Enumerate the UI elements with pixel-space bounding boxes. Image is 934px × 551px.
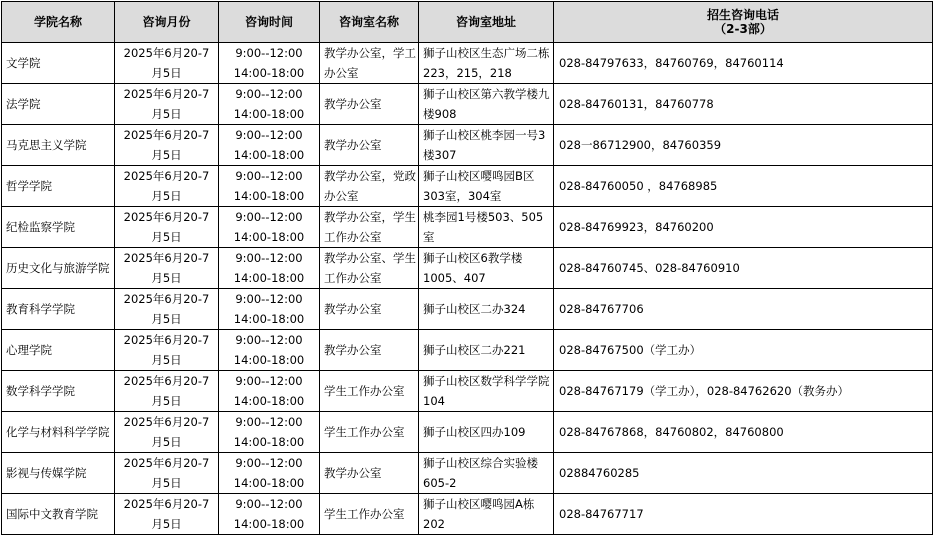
consult-month-cell-line-1: 2025年6月20-7 <box>123 87 210 101</box>
consult-month-cell-line-2: 月5日 <box>151 271 182 285</box>
consult-time-cell-line-2: 14:00-18:00 <box>233 189 305 203</box>
consult-time-cell-line-2: 14:00-18:00 <box>233 107 305 121</box>
header-time: 咨询时间 <box>219 2 320 43</box>
consult-month-cell-line-2: 月5日 <box>151 148 182 162</box>
phone-cell: 028-84760131，84760778 <box>554 84 933 125</box>
consult-month-cell <box>115 330 219 371</box>
phone-cell: 028-84760745、028-84760910 <box>554 248 933 289</box>
consult-time-cell <box>219 207 320 248</box>
office-address-cell: 狮子山校区二办324 <box>419 289 554 330</box>
consult-time-cell <box>219 125 320 166</box>
consult-time-cell-line-2: 14:00-18:00 <box>233 476 305 490</box>
college-name-cell: 化学与材料科学学院 <box>2 412 115 453</box>
consult-time-cell-line-1: 9:00--12:00 <box>235 87 303 101</box>
college-name-cell: 教育科学学院 <box>2 289 115 330</box>
consult-time-cell-line-1: 9:00--12:00 <box>235 456 303 470</box>
table-row <box>2 494 933 535</box>
office-address-cell: 桃李园1号楼503、505室 <box>419 207 554 248</box>
phone-cell: 028-84767717 <box>554 494 933 535</box>
table-row <box>2 453 933 494</box>
college-name-cell: 纪检监察学院 <box>2 207 115 248</box>
consult-time-cell-line-1: 9:00--12:00 <box>235 292 303 306</box>
phone-cell: 028-84767706 <box>554 289 933 330</box>
phone-cell: 028-84767179（学工办），028-84762620（教务办） <box>554 371 933 412</box>
consult-month-cell-line-2: 月5日 <box>151 312 182 326</box>
phone-cell: 028-84797633，84760769，84760114 <box>554 43 933 84</box>
consult-month-cell-line-2: 月5日 <box>151 394 182 408</box>
office-address-cell: 狮子山校区综合实验楼605-2 <box>419 453 554 494</box>
table-row <box>2 43 933 84</box>
consult-month-cell <box>115 84 219 125</box>
table-row <box>2 289 933 330</box>
table-row <box>2 330 933 371</box>
header-college: 学院名称 <box>2 2 115 43</box>
office-address-cell: 狮子山校区嘤鸣园B区303室，304室 <box>419 166 554 207</box>
consult-month-cell <box>115 371 219 412</box>
consult-time-cell-line-2: 14:00-18:00 <box>233 66 305 80</box>
office-address-cell: 狮子山校区6教学楼1005、407 <box>419 248 554 289</box>
consult-month-cell-line-2: 月5日 <box>151 353 182 367</box>
phone-cell: 02884760285 <box>554 453 933 494</box>
consult-time-cell <box>219 412 320 453</box>
consult-time-cell-line-2: 14:00-18:00 <box>233 312 305 326</box>
office-name-cell: 教学办公室 <box>320 453 419 494</box>
college-name-cell: 历史文化与旅游学院 <box>2 248 115 289</box>
consult-time-cell <box>219 453 320 494</box>
consult-month-cell <box>115 125 219 166</box>
college-name-cell: 数学科学学院 <box>2 371 115 412</box>
consult-month-cell-line-1: 2025年6月20-7 <box>123 456 210 470</box>
consult-month-cell <box>115 248 219 289</box>
consult-time-cell <box>219 84 320 125</box>
consult-time-cell-line-1: 9:00--12:00 <box>235 374 303 388</box>
consult-month-cell-line-2: 月5日 <box>151 189 182 203</box>
consult-month-cell-line-2: 月5日 <box>151 107 182 121</box>
header-phone-subtitle: （2-3部） <box>714 22 772 36</box>
consult-time-cell-line-1: 9:00--12:00 <box>235 251 303 265</box>
consult-month-cell-line-1: 2025年6月20-7 <box>123 292 210 306</box>
header-phone <box>554 2 933 43</box>
consult-time-cell-line-1: 9:00--12:00 <box>235 210 303 224</box>
consult-time-cell-line-1: 9:00--12:00 <box>235 497 303 511</box>
consult-time-cell <box>219 43 320 84</box>
table-row <box>2 371 933 412</box>
table-row <box>2 166 933 207</box>
office-address-cell: 狮子山校区桃李园一号3楼307 <box>419 125 554 166</box>
consult-time-cell-line-2: 14:00-18:00 <box>233 271 305 285</box>
consult-month-cell-line-1: 2025年6月20-7 <box>123 374 210 388</box>
consult-month-cell-line-2: 月5日 <box>151 66 182 80</box>
phone-cell: 028-84767500（学工办） <box>554 330 933 371</box>
consult-month-cell-line-2: 月5日 <box>151 230 182 244</box>
consult-time-cell <box>219 166 320 207</box>
consult-time-cell-line-2: 14:00-18:00 <box>233 394 305 408</box>
consult-month-cell-line-1: 2025年6月20-7 <box>123 333 210 347</box>
table-row <box>2 207 933 248</box>
college-name-cell: 法学院 <box>2 84 115 125</box>
office-name-cell: 教学办公室 <box>320 330 419 371</box>
office-address-cell: 狮子山校区嘤鸣园A栋202 <box>419 494 554 535</box>
college-name-cell: 心理学院 <box>2 330 115 371</box>
college-name-cell: 马克思主义学院 <box>2 125 115 166</box>
consult-month-cell-line-1: 2025年6月20-7 <box>123 497 210 511</box>
consult-time-cell-line-2: 14:00-18:00 <box>233 230 305 244</box>
office-name-cell: 教学办公室，学生工作办公室 <box>320 207 419 248</box>
consult-month-cell-line-1: 2025年6月20-7 <box>123 415 210 429</box>
consult-time-cell-line-1: 9:00--12:00 <box>235 169 303 183</box>
consult-time-cell <box>219 371 320 412</box>
phone-cell: 028-84769923，84760200 <box>554 207 933 248</box>
office-address-cell: 狮子山校区生态广场二栋223，215，218 <box>419 43 554 84</box>
table-row <box>2 248 933 289</box>
consult-month-cell <box>115 289 219 330</box>
consultation-table <box>1 1 933 535</box>
consult-month-cell <box>115 453 219 494</box>
consult-month-cell <box>115 43 219 84</box>
office-name-cell: 教学办公室 <box>320 84 419 125</box>
office-name-cell: 教学办公室，党政办公室 <box>320 166 419 207</box>
consult-month-cell <box>115 166 219 207</box>
consult-time-cell-line-1: 9:00--12:00 <box>235 415 303 429</box>
consult-month-cell-line-1: 2025年6月20-7 <box>123 128 210 142</box>
consult-time-cell <box>219 494 320 535</box>
office-name-cell: 教学办公室 <box>320 289 419 330</box>
phone-cell: 028一86712900，84760359 <box>554 125 933 166</box>
consult-time-cell <box>219 248 320 289</box>
table-row <box>2 125 933 166</box>
consult-month-cell-line-2: 月5日 <box>151 517 182 531</box>
office-name-cell: 学生工作办公室 <box>320 412 419 453</box>
header-phone-title: 招生咨询电话 <box>706 8 779 22</box>
consult-time-cell <box>219 330 320 371</box>
office-address-cell: 狮子山校区二办221 <box>419 330 554 371</box>
phone-cell: 028-84760050 ，84768985 <box>554 166 933 207</box>
consult-month-cell <box>115 494 219 535</box>
header-month: 咨询月份 <box>115 2 219 43</box>
college-name-cell: 哲学学院 <box>2 166 115 207</box>
consult-month-cell <box>115 207 219 248</box>
college-name-cell: 文学院 <box>2 43 115 84</box>
consult-month-cell-line-1: 2025年6月20-7 <box>123 210 210 224</box>
table-row <box>2 84 933 125</box>
consult-month-cell-line-1: 2025年6月20-7 <box>123 251 210 265</box>
office-name-cell: 教学办公室，学工办公室 <box>320 43 419 84</box>
header-row <box>2 2 933 43</box>
consult-time-cell-line-2: 14:00-18:00 <box>233 353 305 367</box>
consult-month-cell-line-1: 2025年6月20-7 <box>123 46 210 60</box>
consult-month-cell <box>115 412 219 453</box>
header-address: 咨询室地址 <box>419 2 554 43</box>
consult-time-cell-line-2: 14:00-18:00 <box>233 148 305 162</box>
phone-cell: 028-84767868，84760802，84760800 <box>554 412 933 453</box>
consult-time-cell-line-2: 14:00-18:00 <box>233 517 305 531</box>
office-name-cell: 教学办公室、学生工作办公室 <box>320 248 419 289</box>
office-address-cell: 狮子山校区四办109 <box>419 412 554 453</box>
consult-time-cell-line-1: 9:00--12:00 <box>235 46 303 60</box>
office-name-cell: 教学办公室 <box>320 125 419 166</box>
college-name-cell: 国际中文教育学院 <box>2 494 115 535</box>
office-name-cell: 学生工作办公室 <box>320 494 419 535</box>
consult-time-cell-line-2: 14:00-18:00 <box>233 435 305 449</box>
consult-time-cell-line-1: 9:00--12:00 <box>235 333 303 347</box>
consult-month-cell-line-2: 月5日 <box>151 476 182 490</box>
college-name-cell: 影视与传媒学院 <box>2 453 115 494</box>
header-office: 咨询室名称 <box>320 2 419 43</box>
office-address-cell: 狮子山校区数学科学学院104 <box>419 371 554 412</box>
consult-time-cell <box>219 289 320 330</box>
office-name-cell: 学生工作办公室 <box>320 371 419 412</box>
consult-time-cell-line-1: 9:00--12:00 <box>235 128 303 142</box>
consult-month-cell-line-1: 2025年6月20-7 <box>123 169 210 183</box>
table-body <box>2 43 933 535</box>
office-address-cell: 狮子山校区第六教学楼九楼908 <box>419 84 554 125</box>
consult-month-cell-line-2: 月5日 <box>151 435 182 449</box>
table-row <box>2 412 933 453</box>
